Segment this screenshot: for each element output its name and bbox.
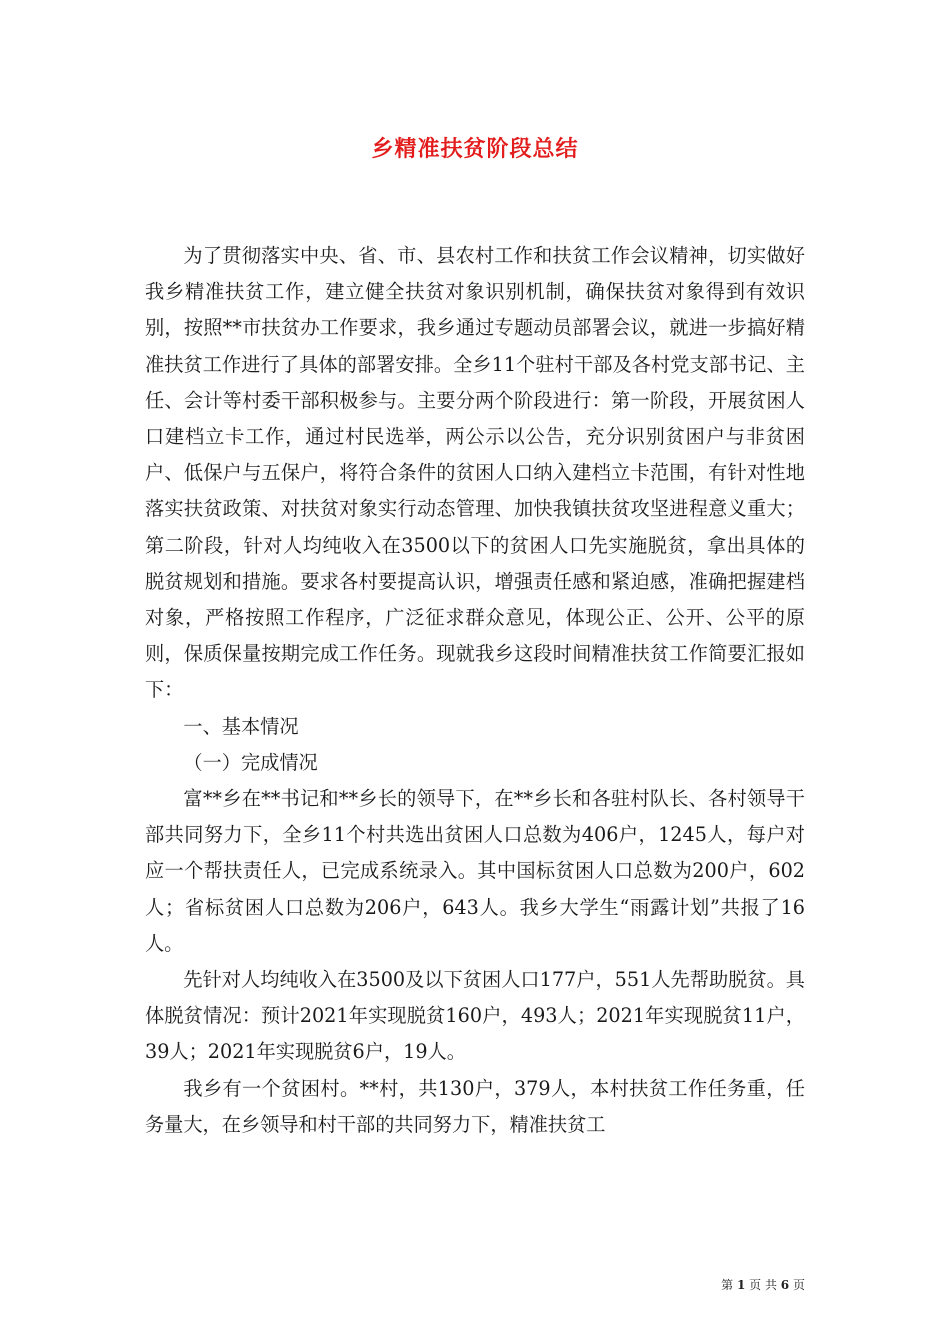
footer-total-pages: 6: [780, 1278, 790, 1292]
document-body: [145, 238, 805, 1143]
paragraph-poverty-stats: 富**乡在**书记和**乡长的领导下，在**乡长和各驻村队长、各村领导干部共同努力下，全乡11个村共选出贫困人口总数为406户，1245人，每户对应一个帮扶责任人，已完成系统录入。其中国标贫困人口总数为200户，602人；省标贫困人口总数为206户，643人。我乡大学生“雨露计划”共报了16人。: [145, 787, 805, 955]
paragraph-intro: 为了贯彻落实中央、省、市、县农村工作和扶贫工作会议精神，切实做好我乡精准扶贫工作，建立健全扶贫对象识别机制，确保扶贫对象得到有效识别，按照**市扶贫办工作要求，我乡通过专题动员部署会议，就进一步搞好精准扶贫工作进行了具体的部署安排。全乡11个驻村干部及各村党支部书记、主任、会计等村委干部积极参与。主要分两个阶段进行：第一阶段，开展贫困人口建档立卡工作，通过村民选举，两公示以公告，充分识别贫困户与非贫困户、低保户与五保户，将符合条件的贫困人口纳入建档立卡范围，有针对性地落实扶贫政策、对扶贫对象实行动态管理、加快我镇扶贫攻坚进程意义重大；第二阶段，针对人均纯收入在3500以下的贫困人口先实施脱贫，拿出具体的脱贫规划和措施。要求各村要提高认识，增强责任感和紧迫感，准确把握建档对象，严格按照工作程序，广泛征求群众意见，体现公正、公开、公平的原则，保质保量按期完成工作任务。现就我乡这段时间精准扶贫工作简要汇报如下：: [145, 244, 805, 702]
footer-middle: 页 共: [749, 1278, 777, 1292]
section-heading-basic-situation: 一、基本情况: [183, 714, 299, 738]
paragraph-poverty-relief-plan: 先针对人均纯收入在3500及以下贫困人口177户，551人先帮助脱贫。具体脱贫情况：预计2021年实现脱贫160户，493人；2021年实现脱贫11户，39人；2021年实现脱贫6户，19人。: [145, 968, 805, 1064]
subsection-heading-completion: （一）完成情况: [183, 750, 318, 774]
footer-suffix: 页: [792, 1278, 805, 1292]
page-number-footer: [0, 1276, 805, 1293]
paragraph-poor-village: 我乡有一个贫困村。**村，共130户，379人，本村扶贫工作任务重，任务量大，在乡领导和村干部的共同努力下，精准扶贫工: [145, 1076, 805, 1136]
footer-prefix: 第: [721, 1278, 734, 1292]
document-title: 乡精准扶贫阶段总结: [371, 137, 579, 162]
footer-current-page: 1: [736, 1278, 746, 1292]
